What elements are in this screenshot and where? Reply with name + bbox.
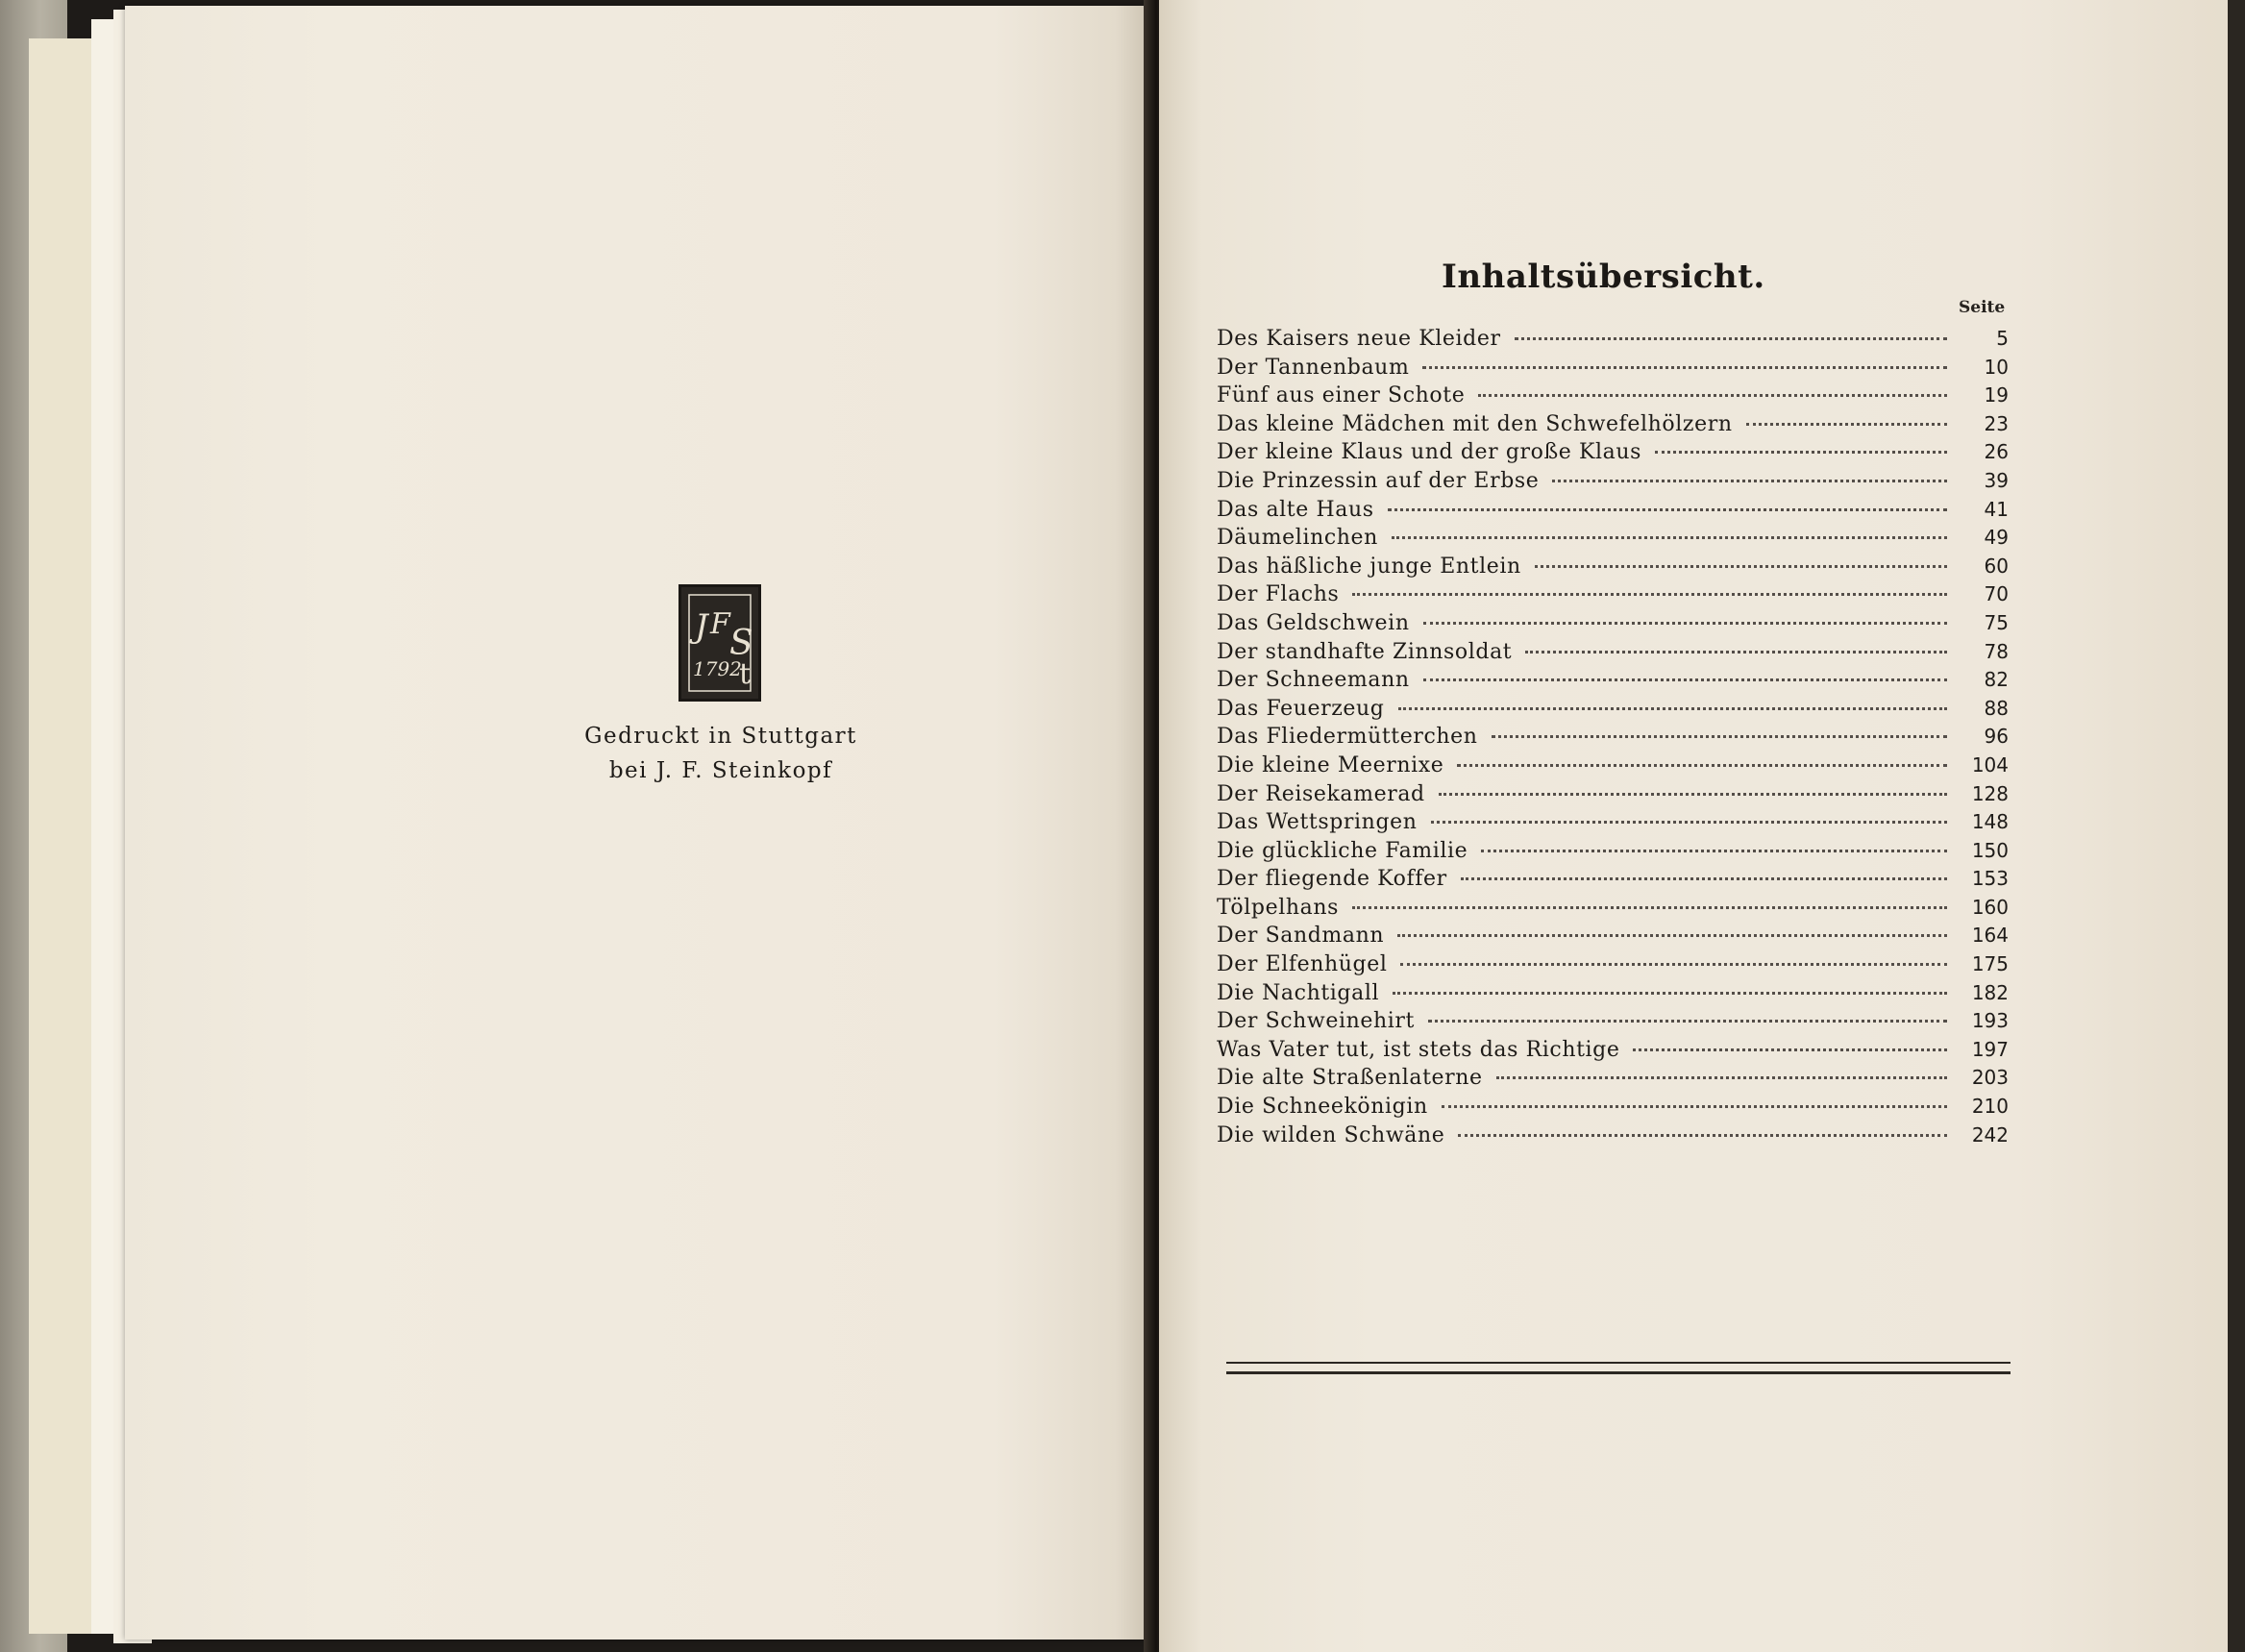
toc-entry-title: Das Geldschwein — [1217, 610, 1410, 635]
toc-entry-page: 10 — [1984, 355, 2009, 379]
dot-leader — [1746, 423, 1947, 426]
dot-leader — [1398, 707, 1948, 710]
dot-leader — [1496, 1076, 1947, 1079]
toc-entry-page: 82 — [1984, 668, 2009, 692]
toc-entry-page: 242 — [1971, 1122, 2009, 1147]
toc-entry — [1217, 1123, 2009, 1152]
toc-entry-page: 39 — [1984, 468, 2009, 492]
toc-entry — [1217, 867, 2009, 896]
toc-entry — [1217, 924, 2009, 952]
dot-leader — [1633, 1048, 1947, 1051]
toc-entry — [1217, 697, 2009, 726]
toc-entry-title: Das Feuerzeug — [1217, 696, 1385, 721]
dot-leader — [1515, 337, 1947, 340]
toc-entry-title: Das Fliedermütterchen — [1217, 725, 1478, 750]
toc-entry — [1217, 810, 2009, 839]
toc-entry-title: Der kleine Klaus und der große Klaus — [1217, 440, 1642, 465]
toc-entry — [1217, 1038, 2009, 1067]
toc-entry-title: Die Nachtigall — [1217, 980, 1380, 1005]
dot-leader — [1481, 850, 1947, 852]
printer-imprint — [577, 719, 865, 788]
toc-entry-page: 75 — [1984, 610, 2009, 634]
dot-leader — [1428, 1020, 1947, 1023]
toc-entry-page: 148 — [1971, 810, 2009, 834]
toc-entry — [1217, 611, 2009, 640]
toc-entry-page: 19 — [1984, 383, 2009, 407]
svg-text:S: S — [729, 624, 753, 663]
toc-entry — [1217, 668, 2009, 697]
toc-entry — [1217, 526, 2009, 555]
dot-leader — [1352, 593, 1947, 596]
dot-leader — [1400, 963, 1947, 966]
toc-entry-page: 104 — [1971, 752, 2009, 777]
toc-entry-title: Der Schneemann — [1217, 668, 1410, 693]
toc-entry-page: 23 — [1984, 411, 2009, 435]
toc-entry-title: Das alte Haus — [1217, 497, 1374, 522]
page-column-label: Seite — [1959, 298, 2006, 317]
toc-entry-page: 193 — [1971, 1009, 2009, 1033]
toc-entry — [1217, 952, 2009, 981]
toc-entry-title: Däumelinchen — [1217, 526, 1378, 551]
dot-leader — [1392, 536, 1947, 539]
toc-entry-page: 60 — [1984, 554, 2009, 578]
toc-entry-page: 49 — [1984, 526, 2009, 550]
toc-entry — [1217, 839, 2009, 868]
dot-leader — [1423, 678, 1947, 681]
toc-entry-title: Der Elfenhügel — [1217, 952, 1388, 977]
svg-text:F: F — [710, 607, 730, 641]
dot-leader — [1461, 877, 1947, 880]
toc-entry-title: Der fliegende Koffer — [1217, 867, 1447, 892]
toc-entry-title: Fünf aus einer Schote — [1217, 383, 1466, 408]
toc-entry-page: 150 — [1971, 838, 2009, 862]
toc-entry-page: 160 — [1971, 895, 2009, 919]
toc-entry-page: 175 — [1971, 952, 2009, 976]
toc-entry — [1217, 412, 2009, 441]
toc-entry-page: 210 — [1971, 1095, 2009, 1119]
right-cover-edge — [2228, 0, 2245, 1652]
toc-entry-title: Die kleine Meernixe — [1217, 752, 1444, 777]
dot-leader — [1442, 1105, 1947, 1108]
toc-entry-page: 203 — [1971, 1066, 2009, 1090]
toc-entry — [1217, 725, 2009, 753]
dot-leader — [1458, 1134, 1947, 1137]
toc-entry-title: Des Kaisers neue Kleider — [1217, 327, 1501, 351]
dot-leader — [1439, 793, 1947, 796]
toc-entry-page: 26 — [1984, 440, 2009, 464]
toc-entry-title: Die wilden Schwäne — [1217, 1122, 1445, 1147]
toc-entry-page: 182 — [1971, 980, 2009, 1004]
toc-entry-page: 153 — [1971, 867, 2009, 891]
dot-leader — [1535, 565, 1947, 568]
toc-entry — [1217, 582, 2009, 611]
toc-entry-title: Die Prinzessin auf der Erbse — [1217, 468, 1540, 493]
toc-entry-page: 96 — [1984, 725, 2009, 749]
dot-leader — [1525, 651, 1947, 653]
toc-entry — [1217, 383, 2009, 412]
toc-entry — [1217, 469, 2009, 498]
toc-entry — [1217, 555, 2009, 583]
toc-entry — [1217, 356, 2009, 384]
double-rule-divider — [1226, 1371, 2011, 1374]
dot-leader — [1655, 451, 1947, 454]
toc-entry — [1217, 1066, 2009, 1095]
toc-entry-page: 128 — [1971, 781, 2009, 805]
dot-leader — [1422, 366, 1947, 369]
dot-leader — [1492, 735, 1947, 738]
toc-entry-page: 197 — [1971, 1037, 2009, 1061]
toc-entry-title: Tölpelhans — [1217, 895, 1339, 920]
dot-leader — [1478, 394, 1947, 397]
toc-entry — [1217, 1095, 2009, 1123]
toc-entry — [1217, 753, 2009, 782]
toc-entry-title: Die glückliche Familie — [1217, 838, 1468, 863]
dot-leader — [1388, 508, 1947, 511]
dot-leader — [1552, 480, 1947, 482]
toc-entry-page: 70 — [1984, 582, 2009, 606]
left-page — [125, 6, 1146, 1640]
toc-entry — [1217, 440, 2009, 469]
toc-entry-title: Der Flachs — [1217, 582, 1340, 607]
imprint-line: Gedruckt in Stuttgart — [584, 724, 857, 749]
toc-entry-page: 5 — [1996, 327, 2009, 350]
toc-entry-title: Der Reisekamerad — [1217, 781, 1425, 806]
toc-entry-title: Der Schweinehirt — [1217, 1009, 1415, 1034]
dot-leader — [1423, 622, 1947, 625]
toc-entry-page: 78 — [1984, 639, 2009, 663]
table-of-contents — [1217, 327, 2009, 1151]
toc-entry-title: Das häßliche junge Entlein — [1217, 554, 1521, 579]
double-rule-divider — [1226, 1362, 2011, 1364]
toc-entry — [1217, 640, 2009, 669]
toc-entry-page: 41 — [1984, 497, 2009, 521]
toc-entry-title: Der Tannenbaum — [1217, 355, 1410, 380]
svg-text:1792: 1792 — [693, 657, 742, 680]
toc-entry — [1217, 498, 2009, 527]
svg-text:t: t — [739, 657, 752, 691]
svg-text:J: J — [695, 607, 708, 646]
toc-entry-title: Der Sandmann — [1217, 924, 1385, 949]
toc-entry-title: Die Schneekönigin — [1217, 1095, 1428, 1120]
page-title: Inhaltsübersicht. — [1442, 258, 1765, 296]
toc-entry — [1217, 981, 2009, 1010]
dot-leader — [1393, 992, 1947, 995]
toc-entry-title: Der standhafte Zinnsoldat — [1217, 639, 1513, 664]
toc-entry — [1217, 327, 2009, 356]
dot-leader — [1397, 934, 1947, 937]
toc-entry-title: Das Wettspringen — [1217, 810, 1418, 835]
imprint-line: bei J. F. Steinkopf — [608, 758, 833, 783]
dot-leader — [1431, 821, 1947, 824]
toc-entry — [1217, 896, 2009, 925]
toc-entry-page: 88 — [1984, 696, 2009, 720]
toc-entry-page: 164 — [1971, 924, 2009, 948]
dot-leader — [1457, 764, 1947, 767]
toc-entry-title: Was Vater tut, ist stets das Richtige — [1217, 1037, 1620, 1062]
dot-leader — [1352, 906, 1947, 909]
printer-mark-logo — [678, 584, 761, 702]
toc-entry — [1217, 782, 2009, 811]
toc-entry-title: Die alte Straßenlaterne — [1217, 1066, 1483, 1091]
toc-entry — [1217, 1009, 2009, 1038]
toc-entry-title: Das kleine Mädchen mit den Schwefelhölzern — [1217, 411, 1733, 436]
